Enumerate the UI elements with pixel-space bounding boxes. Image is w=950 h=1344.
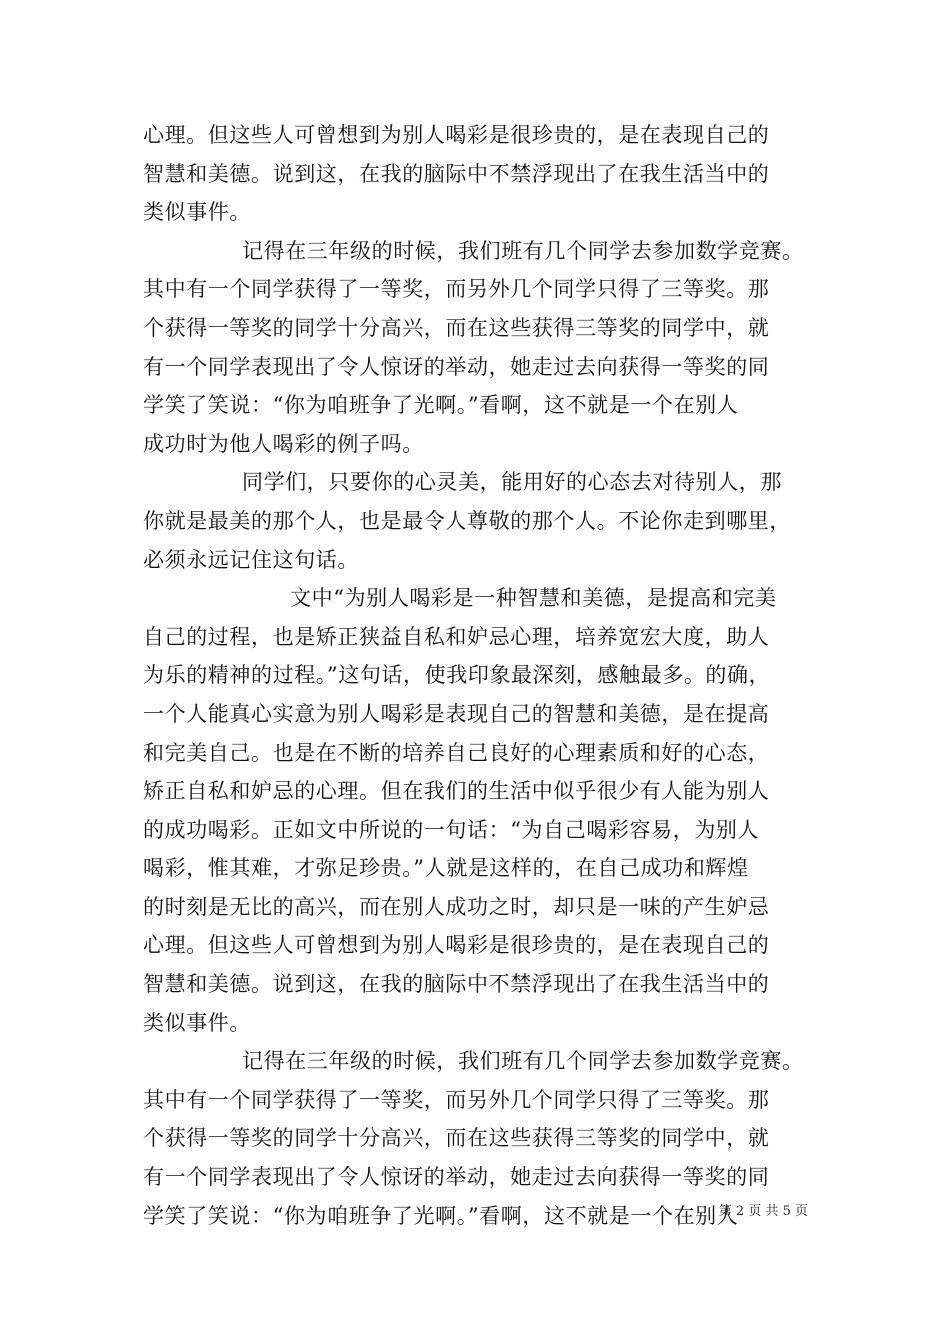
text-line: 为乐的精神的过程。”这句话，使我印象最深刻，感触最多。的确， (143, 663, 771, 688)
text-line: 同学们，只要你的心灵美，能用好的心态去对待别人，那 (242, 470, 782, 495)
page-footer: 第 2 页 共 5 页 (718, 1204, 808, 1219)
paragraph (143, 463, 813, 579)
text-line: 你就是最美的那个人，也是最令人尊敬的那个人。不论你走到哪里， (143, 508, 791, 533)
text-line: 的时刻是无比的高兴，而在别人成功之时，却只是一味的产生妒忌 (143, 894, 770, 919)
text-line: 自己的过程，也是矫正狭益自私和妒忌心理，培养宽宏大度，助人 (143, 624, 770, 649)
paragraph (143, 579, 813, 1042)
text-line: 成功时为他人喝彩的例子吗。 (143, 431, 424, 456)
text-line: 智慧和美德。说到这，在我的脑际中不禁浮现出了在我生活当中的 (143, 972, 770, 997)
text-line: 学笑了笑说：“你为咱班争了光啊。”看啊，这不就是一个在别人 (143, 393, 739, 418)
text-line: 记得在三年级的时候，我们班有几个同学去参加数学竞赛。 (242, 1049, 804, 1074)
text-line: 心理。但这些人可曾想到为别人喝彩是很珍贵的，是在表现自己的 (143, 123, 770, 147)
text-line: 一个人能真心实意为别人喝彩是表现自己的智慧和美德，是在提高 (143, 701, 770, 726)
text-line: 有一个同学表现出了令人惊讶的举动，她走过去向获得一等奖的同 (143, 1165, 770, 1190)
text-line: 有一个同学表现出了令人惊讶的举动，她走过去向获得一等奖的同 (143, 354, 770, 379)
text-line: 必须永远记住这句话。 (143, 547, 359, 572)
text-line: 矫正自私和妒忌的心理。但在我们的生活中似乎很少有人能为别人 (143, 779, 770, 804)
text-line: 其中有一个同学获得了一等奖，而另外几个同学只得了三等奖。那 (143, 277, 770, 302)
text-line: 的成功喝彩。正如文中所说的一句话：“为自己喝彩容易，为别人 (143, 817, 760, 842)
text-line: 类似事件。 (143, 1010, 251, 1035)
paragraph (143, 232, 813, 464)
text-line: 学笑了笑说：“你为咱班争了光啊。”看啊，这不就是一个在别人 (143, 1203, 739, 1228)
text-line: 心理。但这些人可曾想到为别人喝彩是很珍贵的，是在表现自己的 (143, 933, 770, 958)
text-line: 个获得一等奖的同学十分高兴，而在这些获得三等奖的同学中，就 (143, 315, 770, 340)
text-line: 其中有一个同学获得了一等奖，而另外几个同学只得了三等奖。那 (143, 1087, 770, 1112)
text-line: 和完美自己。也是在不断的培养自己良好的心理素质和好的心态， (143, 740, 770, 765)
text-line: 喝彩，惟其难，才弥足珍贵。”人就是这样的，在自己成功和辉煌 (143, 856, 749, 881)
text-line: 文中“为别人喝彩是一种智慧和美德，是提高和完美 (290, 586, 777, 611)
document-body (143, 116, 813, 1235)
paragraph (143, 116, 813, 232)
text-line: 记得在三年级的时候，我们班有几个同学去参加数学竞赛。 (242, 238, 804, 263)
text-line: 类似事件。 (143, 200, 251, 225)
text-line: 个获得一等奖的同学十分高兴，而在这些获得三等奖的同学中，就 (143, 1126, 770, 1151)
paragraph (143, 1042, 813, 1235)
text-line: 智慧和美德。说到这，在我的脑际中不禁浮现出了在我生活当中的 (143, 161, 770, 186)
